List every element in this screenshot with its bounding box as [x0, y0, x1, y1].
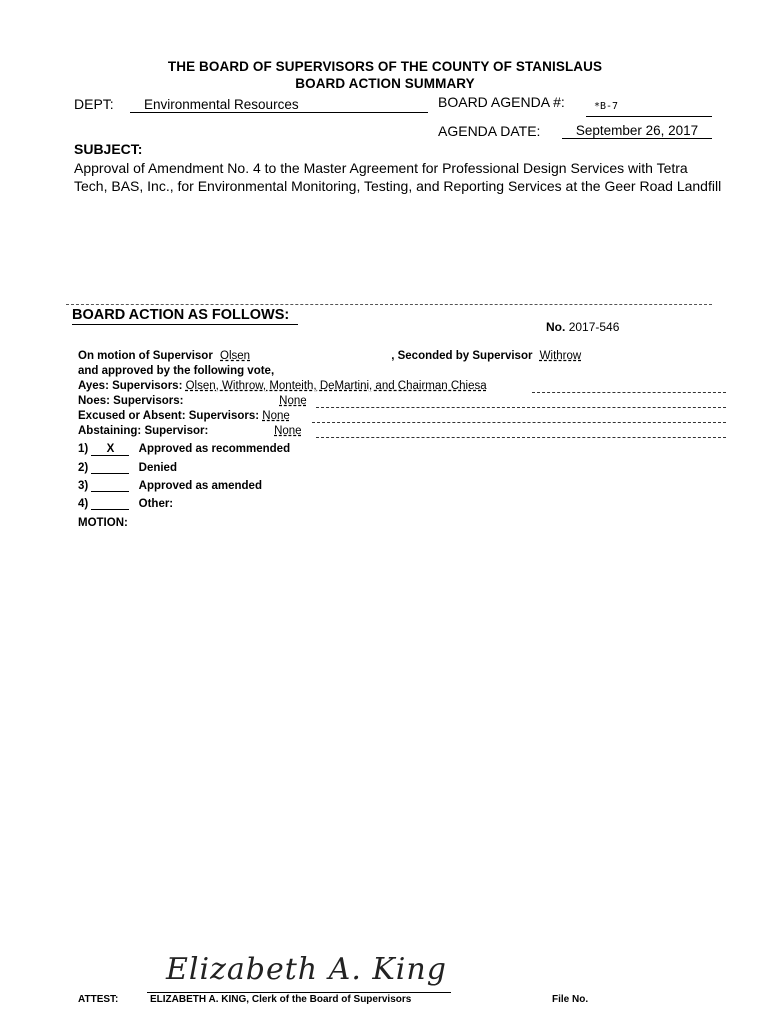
option-number: 2): [78, 462, 89, 474]
option-label: Other:: [138, 498, 174, 510]
seconded-by: Withrow: [539, 350, 582, 362]
motion-prefix: On motion of Supervisor: [78, 350, 213, 362]
option-label: Approved as amended: [138, 480, 262, 492]
action-number-label: No.: [546, 320, 566, 334]
ayes-value: Olsen, Withrow, Monteith, DeMartini, and Chairman Chiesa: [185, 380, 487, 392]
ayes-line: [78, 380, 487, 392]
agenda-date-label: AGENDA DATE:: [438, 123, 541, 139]
attest-label: ATTEST:: [78, 994, 119, 1005]
document-subtitle: BOARD ACTION SUMMARY: [295, 76, 475, 91]
abstain-value: None: [274, 425, 302, 437]
seconded-prefix: , Seconded by Supervisor: [391, 350, 533, 362]
abstain-label: Abstaining: Supervisor:: [78, 425, 209, 437]
clerk-name: ELIZABETH A. KING, Clerk of the Board of Supervisors: [150, 994, 412, 1005]
option-mark: [91, 497, 129, 510]
option-3: [78, 479, 262, 492]
ayes-leader: [532, 392, 726, 393]
option-mark: [91, 461, 129, 474]
dept-label: DEPT:: [74, 96, 114, 112]
clerk-signature: Elizabeth A. King: [166, 952, 447, 987]
signature-line: [147, 992, 451, 993]
agenda-number-value: *B-7: [586, 101, 712, 117]
section-divider: [66, 304, 712, 305]
abstain-line: [78, 425, 302, 437]
subject-label: SUBJECT:: [74, 141, 143, 157]
action-number-value: 2017-546: [568, 320, 620, 334]
motion-line: [78, 350, 690, 362]
option-number: 1): [78, 443, 89, 455]
board-action-underline: [72, 324, 298, 325]
option-label: Denied: [138, 462, 177, 474]
option-2: [78, 461, 177, 474]
noes-leader: [316, 407, 726, 408]
approved-line: and approved by the following vote,: [78, 365, 275, 377]
board-action-title: BOARD ACTION AS FOLLOWS:: [72, 307, 290, 323]
noes-value: None: [279, 395, 307, 407]
option-mark: X: [91, 443, 129, 456]
excused-leader: [312, 422, 726, 423]
option-label: Approved as recommended: [138, 443, 291, 455]
subject-text: Approval of Amendment No. 4 to the Master Agreement for Professional Design Services with Tetra Tech, BAS, Inc., for Environmental Monitoring, Testing, and Reporting Services at the Geer Road Landfill: [74, 160, 722, 194]
dept-value: Environmental Resources: [130, 97, 428, 113]
file-number-label: File No.: [552, 994, 589, 1005]
action-number: [546, 320, 619, 334]
abstain-leader: [316, 437, 726, 438]
agenda-date-value: September 26, 2017: [562, 123, 712, 139]
option-number: 3): [78, 480, 89, 492]
noes-line: [78, 395, 307, 407]
excused-label: Excused or Absent: Supervisors:: [78, 410, 260, 422]
motion-by: Olsen: [220, 350, 251, 362]
ayes-label: Ayes: Supervisors:: [78, 380, 183, 392]
excused-line: [78, 410, 290, 422]
option-1: [78, 443, 290, 456]
document-title: THE BOARD OF SUPERVISORS OF THE COUNTY OF STANISLAUS: [167, 59, 603, 74]
excused-value: None: [262, 410, 290, 422]
option-mark: [91, 479, 129, 492]
agenda-number-label: BOARD AGENDA #:: [438, 94, 565, 110]
option-4: [78, 497, 173, 510]
noes-label: Noes: Supervisors:: [78, 395, 184, 407]
option-number: 4): [78, 498, 89, 510]
motion-label: MOTION:: [78, 517, 128, 529]
